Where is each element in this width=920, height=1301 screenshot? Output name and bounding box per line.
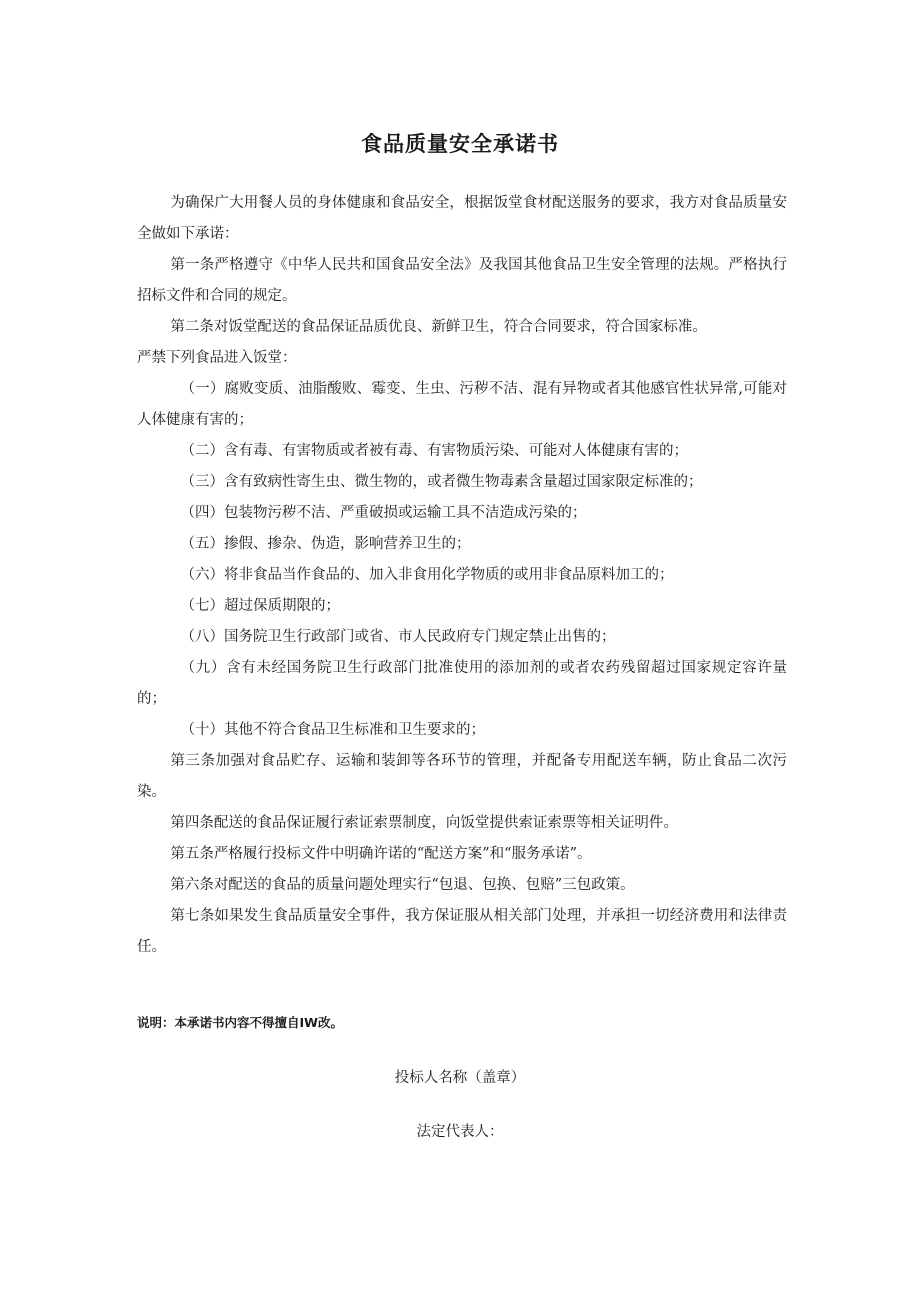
prohibited-heading: 严禁下列食品进入饭堂： bbox=[137, 350, 297, 366]
prohibited-item-6: （六）将非食品当作食品的、加入非食用化学物质的或用非食品原料加工的； bbox=[180, 567, 674, 583]
article-7: 第七条如果发生食品质量安全事件，我方保证服从相关部门处理，并承担一切经济费用和法律责任。 bbox=[137, 908, 787, 955]
article-2: 第二条对饭堂配送的食品保证品质优良、新鲜卫生，符合合同要求，符合国家标准。 bbox=[170, 319, 707, 335]
prohibited-item-2: （二）含有毒、有害物质或者被有毒、有害物质污染、可能对人体健康有害的； bbox=[180, 443, 688, 459]
article-1: 第一条严格遵守《中华人民共和国食品安全法》及我国其他食品卫生安全管理的法规。严格执行招标文件和合同的规定。 bbox=[137, 257, 787, 304]
intro-paragraph: 为确保广大用餐人员的身体健康和食品安全，根据饭堂食材配送服务的要求，我方对食品质量安全做如下承诺： bbox=[137, 195, 787, 242]
prohibited-item-1: （一）腐败变质、油脂酸败、霉变、生虫、污秽不洁、混有异物或者其他感官性状异常,可能对人体健康有害的； bbox=[137, 381, 787, 428]
prohibited-item-7: （七）超过保质期限的； bbox=[180, 598, 340, 614]
prohibited-item-5: （五）掺假、掺杂、伪造，影响营养卫生的； bbox=[180, 536, 471, 552]
prohibited-item-10: （十）其他不符合食品卫生标准和卫生要求的； bbox=[180, 722, 485, 738]
document-body bbox=[137, 188, 787, 963]
article-3: 第三条加强对食品贮存、运输和装卸等各环节的管理，并配备专用配送车辆，防止食品二次污染。 bbox=[137, 753, 787, 800]
prohibited-item-3: （三）含有致病性寄生虫、微生物的，或者微生物毒素含量超过国家限定标准的； bbox=[180, 474, 703, 490]
article-5: 第五条严格履行投标文件中明确许诺的“配送方案”和“服务承诺”。 bbox=[170, 846, 592, 862]
prohibited-item-9: （九）含有未经国务院卫生行政部门批准使用的添加剂的或者农药残留超过国家规定容许量的； bbox=[137, 660, 787, 707]
article-4: 第四条配送的食品保证履行索证索票制度，向饭堂提供索证索票等相关证明件。 bbox=[170, 815, 678, 831]
bidder-name-seal: 投标人名称（盖章） bbox=[394, 1070, 526, 1086]
article-6: 第六条对配送的食品的质量问题处理实行“包退、包换、包赔”三包政策。 bbox=[170, 877, 635, 893]
note-text: 说明：本承诺书内容不得擅自IW改。 bbox=[137, 1015, 343, 1030]
prohibited-item-8: （八）国务院卫生行政部门或省、市人民政府专门规定禁止出售的； bbox=[180, 629, 616, 645]
document-title: 食品质量安全承诺书 bbox=[361, 132, 559, 156]
legal-representative: 法定代表人： bbox=[416, 1124, 504, 1140]
prohibited-item-4: （四）包装物污秽不洁、严重破损或运输工具不洁造成污染的； bbox=[180, 505, 587, 521]
